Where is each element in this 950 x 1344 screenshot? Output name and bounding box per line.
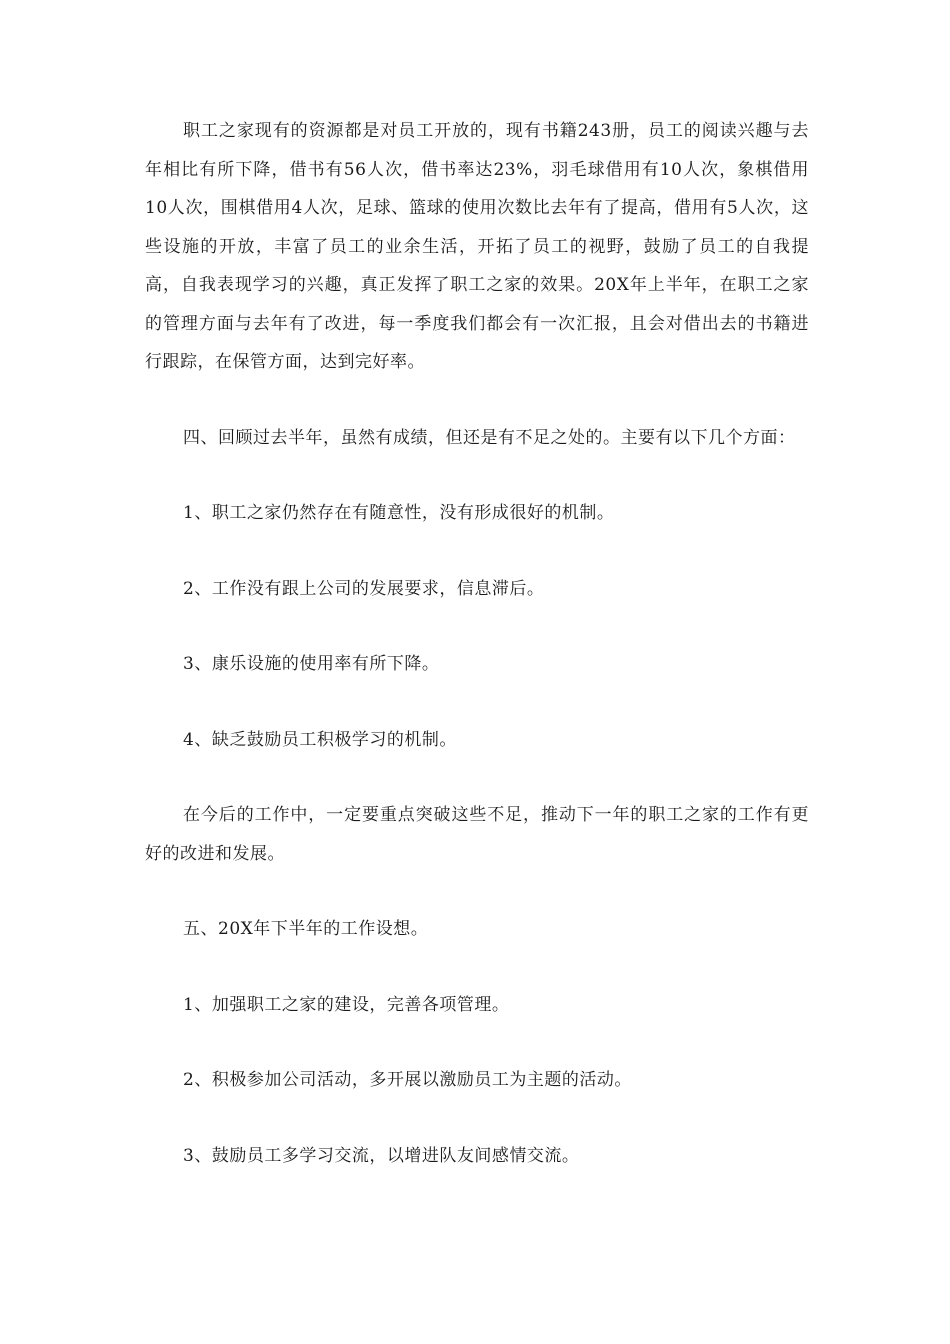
paragraph-section-four: 四、回顾过去半年，虽然有成绩，但还是有不足之处的。主要有以下几个方面： (183, 427, 796, 448)
list-item-shortcoming-2: 2、工作没有跟上公司的发展要求，信息滞后。 (183, 578, 545, 599)
paragraph-section-five: 五、20X年下半年的工作设想。 (183, 919, 429, 939)
list-item-shortcoming-3: 3、康乐设施的使用率有所下降。 (183, 654, 440, 674)
paragraph-resources: 职工之家现有的资源都是对员工开放的，现有书籍243册，员工的阅读兴趣与去年相比有所下降，借书有56人次，借书率达23%，羽毛球借用有10人次，象棋借用10人次，围棋借用4人次，足球、篮球的使用次数比去年有了提高，借用有5人次，这些设施的开放，丰富了员工的业余生活，开拓了员工的视野，鼓励了员工的自我提高，自我表现学习的兴趣，真正发挥了职工之家的效果。20X年上半年，在职工之家的管理方面与去年有了改进，每一季度我们都会有一次汇报，且会对借出去的书籍进行跟踪，在保管方面，达到完好率。 (145, 121, 809, 372)
list-item-plan-1: 1、加强职工之家的建设，完善各项管理。 (183, 994, 510, 1015)
document-body (145, 112, 809, 1175)
list-item-plan-2: 2、积极参加公司活动，多开展以激励员工为主题的活动。 (183, 1070, 632, 1090)
paragraph-future-work: 在今后的工作中，一定要重点突破这些不足，推动下一年的职工之家的工作有更好的改进和发展。 (145, 805, 809, 864)
list-item-shortcoming-1: 1、职工之家仍然存在有随意性，没有形成很好的机制。 (183, 503, 615, 523)
list-item-plan-3: 3、鼓励员工多学习交流，以增进队友间感情交流。 (183, 1145, 580, 1166)
list-item-shortcoming-4: 4、缺乏鼓励员工积极学习的机制。 (183, 729, 457, 750)
